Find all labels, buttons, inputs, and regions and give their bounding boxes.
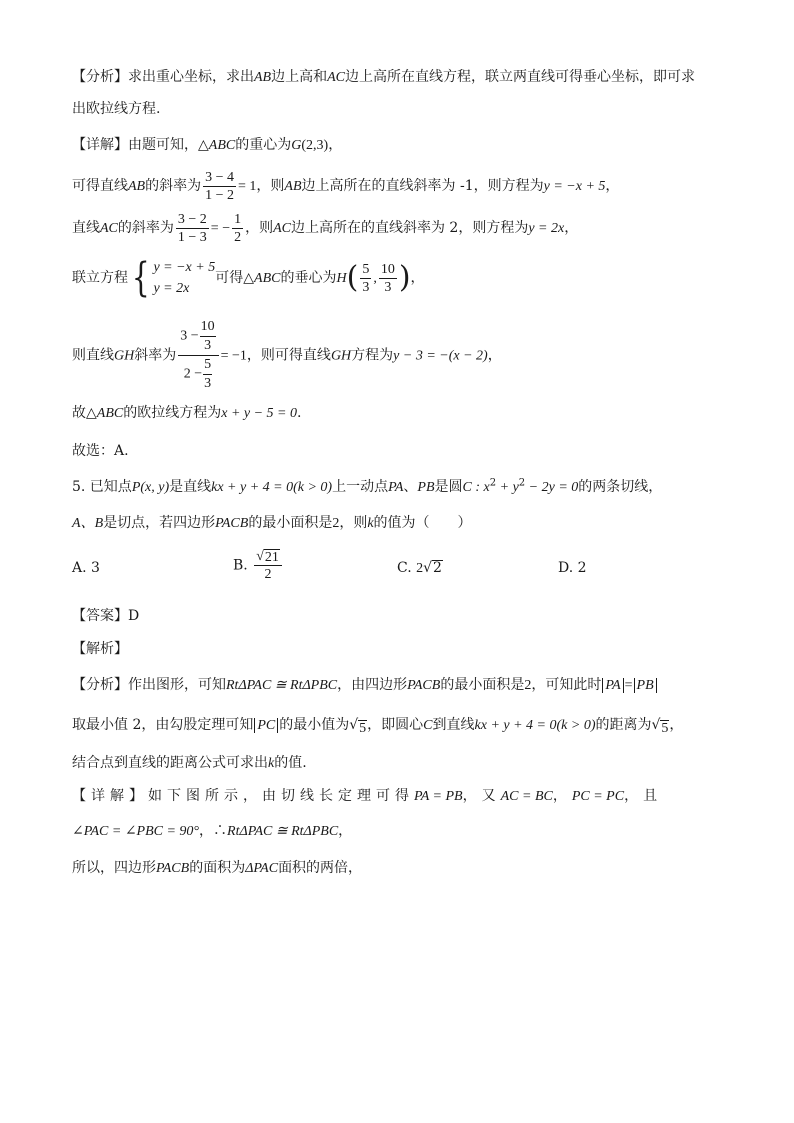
- text: = 1，则: [238, 179, 285, 194]
- equation: y = −x + 5: [153, 260, 216, 275]
- math: PA: [388, 480, 404, 495]
- text: ，可知此时: [531, 677, 602, 693]
- radical-icon: √: [256, 549, 264, 564]
- text: 斜率为: [134, 347, 177, 364]
- math: C : x: [462, 480, 490, 495]
- math: ∠PAC = ∠PBC = 90°: [72, 824, 200, 839]
- math: AB: [128, 179, 146, 194]
- numerator: 3 − 2: [177, 211, 207, 227]
- text: ，: [328, 137, 343, 153]
- math: kx + y + 4 = 0: [211, 480, 294, 495]
- radicand: 5: [661, 721, 669, 736]
- text: 【分析】作出图形，可知: [72, 677, 226, 693]
- math: GH: [114, 348, 135, 364]
- text: ，且: [624, 788, 663, 804]
- option-d-label: D. 2: [558, 560, 587, 576]
- detail-line-2: [72, 166, 619, 207]
- question-5-line-2: [72, 512, 472, 535]
- q5-analysis-line-3: [72, 752, 307, 775]
- text: ，由四边形: [337, 677, 408, 693]
- text: 可得△: [215, 270, 255, 286]
- math: + y: [496, 480, 519, 495]
- detail-line-5: [72, 318, 502, 393]
- text: 边上高和: [271, 69, 328, 85]
- radical-icon: √: [423, 560, 433, 576]
- answer-line: [72, 605, 139, 627]
- text: 故选：A.: [72, 443, 129, 459]
- math: PACB: [407, 678, 441, 693]
- text: 【答案】D: [72, 608, 140, 624]
- text: 5. 已知点: [72, 479, 132, 495]
- text: 的两条切线，: [578, 479, 663, 495]
- option-a[interactable]: [72, 560, 100, 576]
- denominator: 2: [264, 567, 272, 582]
- numerator: 10: [380, 261, 395, 277]
- math: (k > 0): [293, 480, 333, 495]
- math: RtΔPAC ≅ RtΔPBC: [227, 824, 339, 839]
- text: 直线: [72, 220, 100, 236]
- math: =: [624, 678, 633, 693]
- text: 是圆: [434, 479, 463, 495]
- denominator: 3: [362, 279, 370, 295]
- q5-detail-line-1: [72, 785, 662, 808]
- fraction: [200, 318, 216, 355]
- sqrt: [423, 560, 443, 576]
- math: y − 3 = −(x − 2): [393, 348, 488, 364]
- text: = −1，则可得直线: [220, 348, 331, 364]
- text: 则直线: [72, 347, 114, 364]
- q5-analysis-line-1: [72, 674, 658, 697]
- math: x + y − 5 = 0: [221, 406, 298, 421]
- text: 边上高所在的直线斜率为 2，则方程为: [290, 220, 529, 236]
- denominator: [182, 356, 215, 393]
- math: G: [291, 138, 302, 153]
- math: AB: [284, 179, 302, 194]
- text: 【详解】由题可知，△: [72, 137, 209, 153]
- fraction: [254, 548, 282, 583]
- math: AC: [273, 221, 291, 236]
- text: 边上高所在的直线斜率为 -1，则方程为: [301, 178, 544, 194]
- text: ，: [410, 270, 425, 286]
- equation-system: [128, 257, 215, 299]
- equation: y = 2x: [153, 281, 190, 296]
- text: 的距离为: [595, 717, 652, 733]
- denominator: 3: [384, 279, 392, 295]
- text: 所以，四边形: [72, 860, 156, 876]
- fraction: [178, 318, 218, 393]
- text: ，则: [245, 220, 274, 236]
- text: 【解析】: [72, 641, 128, 657]
- numerator: 5: [203, 356, 212, 375]
- math: (k > 0): [556, 718, 596, 733]
- math: AC: [327, 70, 345, 85]
- denominator: 1 − 3: [177, 229, 207, 245]
- math: AC: [100, 221, 118, 236]
- text: 的重心为: [235, 137, 292, 153]
- text: 的斜率为: [145, 178, 202, 194]
- question-5-line-1: 5. 已知点P(x, y)是直线kx + y + 4 = 0(k > 0)上一动点PA、PB是圆C : $x^2 + y^2 - 2y = 0$的两条切线，: [72, 477, 663, 495]
- radicand: 2: [433, 560, 442, 576]
- sqrt: [349, 714, 367, 736]
- detail-line-6: [72, 402, 301, 425]
- math: k: [268, 756, 275, 771]
- text: 的最小面积是: [248, 515, 333, 531]
- text: 、: [403, 479, 418, 495]
- text: 可得直线: [72, 178, 128, 194]
- text: ，: [669, 717, 684, 733]
- numerator: 3 − 4: [205, 169, 235, 185]
- detail-line-3: [72, 208, 578, 249]
- math: AB: [254, 70, 272, 85]
- sqrt: [256, 548, 280, 565]
- text: = −: [210, 221, 231, 236]
- math: ΔPAC: [245, 861, 279, 876]
- numerator: 10: [200, 318, 216, 337]
- text: 的最小值为: [279, 717, 350, 733]
- math: GH: [330, 348, 352, 364]
- text: 的面积为: [189, 860, 246, 876]
- math: PB: [634, 678, 657, 693]
- text: 故△: [72, 405, 97, 421]
- math: k: [367, 516, 374, 531]
- math: PA = PB: [414, 789, 463, 804]
- fraction: [176, 211, 209, 246]
- numerator: [254, 548, 282, 566]
- math: (2,3): [301, 138, 329, 153]
- paren-close: ): [398, 260, 411, 295]
- text: ，: [338, 823, 353, 839]
- detail-line-4: [72, 255, 425, 302]
- denominator: 2: [234, 229, 242, 245]
- math: ABC: [254, 271, 281, 286]
- text: ，则: [339, 515, 368, 531]
- denominator: 1 − 2: [205, 187, 235, 203]
- text: ，: [487, 347, 502, 364]
- text: 边上高所在直线方程，联立两直线可得垂心坐标，即可求: [345, 69, 695, 85]
- numerator: 5: [362, 261, 370, 277]
- math: C: [423, 718, 433, 733]
- math: PB: [417, 480, 435, 495]
- math: H: [336, 271, 347, 286]
- math: kx + y + 4 = 0: [474, 718, 557, 733]
- math: PC = PC: [571, 789, 625, 804]
- text: 是直线: [169, 479, 212, 495]
- math: y = 2x: [528, 221, 565, 236]
- text: 的最小面积是: [440, 677, 525, 693]
- fraction: [203, 356, 212, 393]
- text: 出欧拉线方程.: [72, 101, 161, 117]
- text: 【详解】如下图所示，由切线长定理可得: [72, 788, 414, 804]
- text: 取最小值 2，由勾股定理可知: [72, 717, 254, 733]
- text: ，又: [462, 788, 501, 804]
- text: 是切点，若四边形: [103, 515, 216, 531]
- text: 面积的两倍，: [278, 860, 363, 876]
- text: .: [297, 405, 302, 421]
- radicand: 21: [264, 550, 279, 565]
- option-c[interactable]: [397, 560, 443, 577]
- text: ，: [605, 178, 620, 194]
- text: 3 −: [180, 328, 199, 344]
- text: 的垂心为: [280, 270, 337, 286]
- math: 2: [416, 561, 424, 576]
- sqrt: [652, 714, 670, 736]
- detail-line-1: [72, 134, 342, 157]
- math: PA: [602, 678, 623, 693]
- option-a-label: A. 3: [72, 560, 100, 576]
- math: AC = BC: [500, 789, 553, 804]
- denominator: 3: [204, 376, 212, 391]
- text: 方程为: [351, 347, 394, 364]
- choice-line: [72, 440, 129, 462]
- math: 2: [524, 678, 532, 693]
- text: 结合点到直线的距离公式可求出: [72, 755, 268, 771]
- q5-detail-line-3: [72, 857, 362, 880]
- text: ，∴: [199, 823, 228, 839]
- fraction: [360, 261, 371, 296]
- text: 【分析】求出重心坐标，求出: [72, 69, 254, 85]
- math: ABC: [208, 138, 236, 153]
- q5-detail-line-2: [72, 820, 352, 843]
- math: A、: [72, 516, 95, 531]
- math: P(x, y): [131, 480, 170, 495]
- math: PACB: [215, 516, 249, 531]
- analysis-line-2: [72, 98, 160, 120]
- text: 到直线: [432, 717, 475, 733]
- math: PC: [254, 718, 278, 733]
- denominator: 3: [204, 338, 212, 353]
- option-c-label: C.: [397, 560, 412, 576]
- math: − 2y = 0: [525, 480, 579, 495]
- text: 的值.: [274, 755, 307, 771]
- option-b[interactable]: [233, 548, 284, 583]
- math: y = −x + 5: [543, 179, 606, 194]
- fraction: [379, 261, 397, 296]
- option-d[interactable]: [558, 560, 587, 576]
- radicand: 5: [359, 721, 367, 736]
- text: 的欧拉线方程为: [123, 405, 222, 421]
- math: RtΔPAC ≅ RtΔPBC: [226, 678, 338, 693]
- fraction: [232, 211, 243, 246]
- fraction: [203, 169, 236, 204]
- q5-analysis-line-2: [72, 714, 683, 737]
- solution-heading: [72, 638, 128, 660]
- paren-open: (: [346, 260, 359, 295]
- text: ，即圆心: [367, 717, 424, 733]
- radical-icon: √: [349, 717, 359, 733]
- text: 上一动点: [332, 479, 389, 495]
- math: B: [94, 516, 104, 531]
- text: ，: [552, 788, 572, 804]
- analysis-line-1: [72, 66, 695, 89]
- brace-icon: {: [131, 255, 150, 301]
- option-b-label: B.: [233, 557, 248, 574]
- radical-icon: √: [651, 717, 661, 733]
- comma: ,: [373, 271, 377, 286]
- numerator: 1: [234, 211, 242, 227]
- text: 联立方程: [72, 270, 128, 286]
- text: ，: [564, 220, 579, 236]
- math: 2: [332, 516, 340, 531]
- text: 的斜率为: [117, 220, 174, 236]
- text: 2 −: [183, 366, 203, 382]
- math: PACB: [156, 861, 190, 876]
- text: 的值为（ ）: [373, 515, 472, 531]
- math: ABC: [96, 406, 124, 421]
- numerator: [178, 318, 218, 356]
